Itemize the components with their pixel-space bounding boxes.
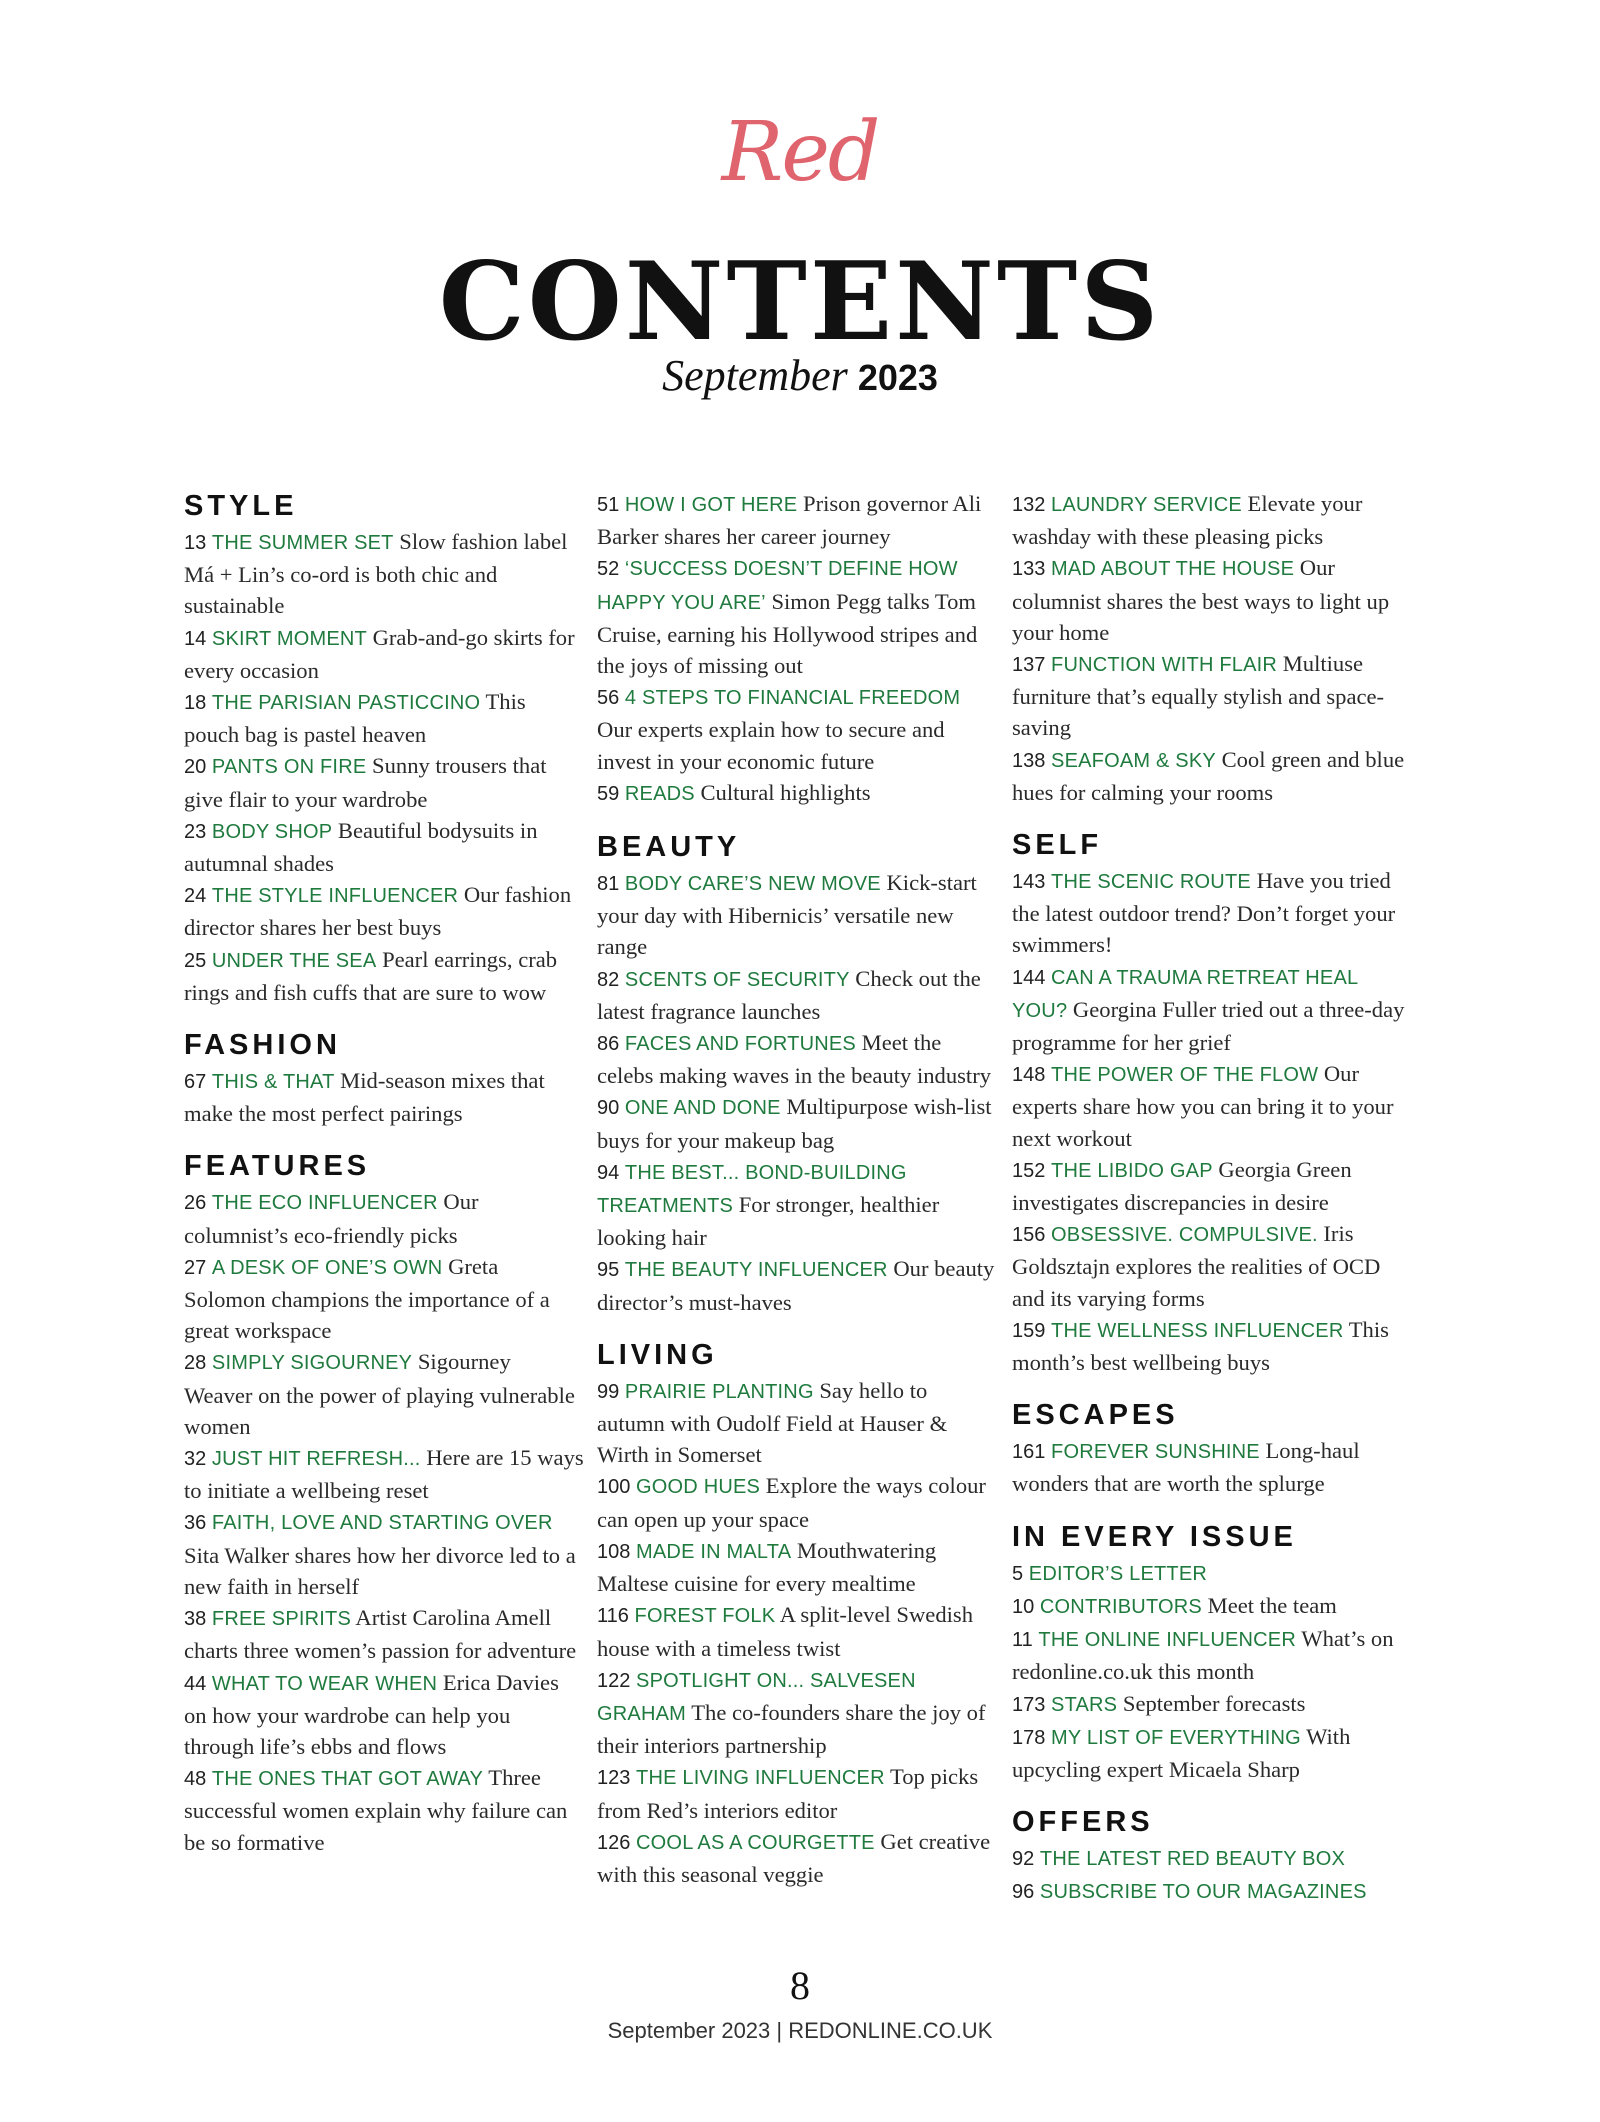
entry-description: Iris Goldsztajn explores the realities of OCD and its varying forms: [1012, 1221, 1381, 1311]
contents-entry[interactable]: [184, 686, 584, 750]
entry-page-number: 96: [1012, 1881, 1035, 1904]
entry-title: SEAFOAM & SKY: [1051, 749, 1216, 772]
section-heading: SELF: [1012, 829, 1103, 862]
entry-description: Erica Davies on how your wardrobe can help you through life’s ebbs and flows: [184, 1669, 559, 1759]
entry-page-number: 92: [1012, 1848, 1035, 1871]
contents-entry[interactable]: [597, 1599, 997, 1663]
entry-description: Our experts share how you can bring it to your next workout: [1012, 1061, 1394, 1151]
entry-title: THE BEST... BOND-BUILDING TREATMENTS: [597, 1161, 907, 1218]
contents-entry[interactable]: [1012, 1154, 1412, 1218]
entry-description: Long-haul wonders that are worth the splurge: [1012, 1438, 1360, 1497]
entry-description: Beautiful bodysuits in autumnal shades: [184, 817, 538, 877]
contents-entry[interactable]: [1012, 961, 1412, 1059]
page-title: CONTENTS: [438, 239, 1162, 365]
entry-title: ‘SUCCESS DOESN’T DEFINE HOW HAPPY YOU ARE’: [597, 558, 958, 614]
entry-description: With upcycling expert Micaela Sharp: [1012, 1723, 1351, 1782]
footer-text: September 2023 | REDONLINE.CO.UK: [607, 2018, 993, 2043]
entry-page-number: 126: [597, 1831, 631, 1854]
contents-entry[interactable]: [597, 1761, 997, 1825]
entry-description: Simon Pegg talks Tom Cruise, earning his Hollywood stripes and the joys of missing out: [597, 588, 978, 679]
section-heading: ESCAPES: [1012, 1399, 1179, 1432]
contents-entry[interactable]: [184, 526, 584, 622]
entry-title: OBSESSIVE. COMPULSIVE.: [1051, 1224, 1318, 1247]
contents-column-1: [184, 488, 584, 1877]
contents-entry[interactable]: [1012, 1314, 1412, 1378]
entry-title: UNDER THE SEA: [211, 949, 377, 972]
contents-entry[interactable]: [184, 1065, 584, 1129]
entry-title: GOOD HUES: [636, 1476, 761, 1499]
contents-entry[interactable]: [184, 944, 584, 1008]
contents-entry[interactable]: [184, 1667, 584, 1763]
entry-description: Slow fashion label Má + Lin’s co-ord is both chic and sustainable: [184, 529, 568, 619]
contents-section: [597, 829, 997, 1318]
entry-page-number: 178: [1012, 1726, 1046, 1749]
contents-entry[interactable]: [1012, 1875, 1412, 1908]
contents-section: [184, 1148, 584, 1857]
contents-entry[interactable]: [597, 1253, 997, 1317]
entry-description: Cultural highlights: [700, 779, 871, 805]
entry-page-number: 108: [597, 1540, 631, 1563]
entry-title: THE ONES THAT GOT AWAY: [211, 1768, 484, 1791]
entry-title: MADE IN MALTA: [636, 1540, 792, 1563]
contents-entry[interactable]: [1012, 488, 1412, 552]
entry-title: THE PARISIAN PASTICCINO: [211, 692, 481, 715]
contents-entry[interactable]: [184, 1442, 584, 1506]
contents-column-2: [597, 488, 997, 1909]
contents-section: [1012, 1397, 1412, 1499]
contents-entry[interactable]: [597, 867, 997, 963]
entry-title: PANTS ON FIRE: [211, 756, 367, 779]
contents-entry[interactable]: [184, 815, 584, 879]
contents-entry[interactable]: [1012, 744, 1412, 808]
contents-section: [597, 1337, 997, 1890]
entry-description: Our experts explain how to secure and invest in your economic future: [597, 717, 945, 774]
contents-entry[interactable]: [184, 1762, 584, 1858]
entry-page-number: 159: [1012, 1319, 1046, 1342]
entry-title: EDITOR’S LETTER: [1028, 1562, 1207, 1585]
entry-description: Our beauty director’s must-haves: [597, 1256, 995, 1315]
section-heading: OFFERS: [1012, 1806, 1154, 1839]
entry-title: THE LIVING INFLUENCER: [636, 1767, 885, 1790]
entry-title: THE ECO INFLUENCER: [211, 1192, 438, 1215]
entry-page-number: 24: [184, 885, 207, 908]
entry-description: Our columnist shares the best ways to light up your home: [1012, 555, 1390, 645]
contents-entry[interactable]: [184, 622, 584, 686]
entry-page-number: 38: [184, 1608, 207, 1631]
section-heading: BEAUTY: [597, 831, 741, 864]
contents-entry[interactable]: [597, 1156, 997, 1254]
issue-year: 2023: [857, 357, 938, 398]
entry-page-number: 156: [1012, 1224, 1046, 1247]
contents-section: [1012, 827, 1412, 1378]
contents-entry[interactable]: [597, 552, 997, 681]
entry-description: This pouch bag is pastel heaven: [184, 689, 526, 748]
contents-entry[interactable]: [1012, 648, 1412, 744]
entry-title: MAD ABOUT THE HOUSE: [1051, 558, 1295, 581]
contents-entry[interactable]: [1012, 1842, 1412, 1875]
entry-description: Elevate your washday with these pleasing picks: [1012, 491, 1363, 550]
entry-page-number: 10: [1012, 1595, 1035, 1618]
entry-description: Check out the latest fragrance launches: [597, 965, 981, 1024]
entry-description: September forecasts: [1122, 1690, 1306, 1716]
entry-description: Multipurpose wish-list buys for your makeup bag: [597, 1094, 992, 1153]
entry-description: Pearl earrings, crab rings and fish cuffs that are sure to wow: [184, 946, 558, 1005]
entry-description: Multiuse furniture that’s equally stylish and space-saving: [1012, 651, 1385, 741]
entry-description: Sunny trousers that give flair to your wardrobe: [184, 753, 547, 812]
entry-title: HOW I GOT HERE: [624, 494, 798, 516]
contents-entry[interactable]: [184, 1602, 584, 1666]
entry-description: What’s on redonline.co.uk this month: [1012, 1626, 1394, 1685]
entry-page-number: 20: [184, 756, 207, 779]
entry-page-number: 161: [1012, 1441, 1046, 1464]
entry-description: The co-founders share the joy of their interiors partnership: [597, 1699, 986, 1759]
entry-page-number: 81: [597, 873, 620, 896]
entry-page-number: 122: [597, 1669, 631, 1692]
entry-description: A split-level Swedish house with a timeless twist: [597, 1602, 973, 1661]
entry-page-number: 28: [184, 1352, 207, 1375]
entry-description: Have you tried the latest outdoor trend? Don’t forget your swimmers!: [1012, 868, 1396, 958]
entry-title: THE LIBIDO GAP: [1051, 1159, 1213, 1182]
entry-title: FAITH, LOVE AND STARTING OVER: [211, 1512, 553, 1535]
entry-page-number: 94: [597, 1161, 620, 1184]
entry-title: FREE SPIRITS: [211, 1608, 351, 1631]
entry-description: Georgia Green investigates discrepancies in desire: [1012, 1156, 1352, 1216]
contents-section: [1012, 1519, 1412, 1785]
entry-title: READS: [624, 782, 695, 805]
entry-description: Say hello to autumn with Oudolf Field at Hauser & Wirth in Somerset: [597, 1377, 948, 1468]
entry-title: SKIRT MOMENT: [211, 627, 367, 650]
entry-title: THE POWER OF THE FLOW: [1051, 1064, 1319, 1087]
entry-description: Get creative with this seasonal veggie: [597, 1828, 991, 1887]
entry-title: THIS & THAT: [211, 1071, 335, 1094]
entry-title: THE BEAUTY INFLUENCER: [624, 1259, 888, 1282]
entry-description: Explore the ways colour can open up your space: [597, 1473, 986, 1532]
entry-title: STARS: [1051, 1693, 1118, 1716]
contents-entry[interactable]: [1012, 552, 1412, 648]
contents-entry[interactable]: [597, 1375, 997, 1471]
entry-description: Meet the celebs making waves in the beauty industry: [597, 1030, 992, 1089]
entry-page-number: 148: [1012, 1064, 1046, 1087]
entry-description: Mouthwatering Maltese cuisine for every mealtime: [597, 1537, 937, 1597]
entry-title: THE ONLINE INFLUENCER: [1038, 1629, 1296, 1652]
contents-entry[interactable]: [184, 1186, 584, 1250]
contents-section: [1012, 1804, 1412, 1908]
contents-entry[interactable]: [184, 1346, 584, 1442]
entry-title: THE LATEST RED BEAUTY BOX: [1039, 1848, 1345, 1871]
entry-page-number: 11: [1012, 1629, 1033, 1652]
entry-description: Here are 15 ways to initiate a wellbeing reset: [184, 1445, 584, 1504]
entry-page-number: 18: [184, 692, 207, 715]
contents-entry[interactable]: [1012, 1590, 1412, 1623]
entry-page-number: 99: [597, 1380, 620, 1403]
entry-title: WHAT TO WEAR WHEN: [211, 1672, 438, 1695]
entry-title: COOL AS A COURGETTE: [636, 1831, 875, 1854]
contents-entry[interactable]: [1012, 1721, 1412, 1785]
contents-entry[interactable]: [1012, 1688, 1412, 1721]
entry-page-number: 133: [1012, 558, 1046, 581]
entry-page-number: 138: [1012, 749, 1046, 772]
entry-page-number: 27: [184, 1256, 207, 1279]
entry-description: Cool green and blue hues for calming your rooms: [1012, 746, 1405, 805]
entry-title: THE STYLE INFLUENCER: [211, 885, 459, 908]
contents-entry[interactable]: [597, 1535, 997, 1599]
entry-title: CAN A TRAUMA RETREAT HEAL YOU?: [1012, 966, 1358, 1022]
entry-page-number: 25: [184, 949, 207, 972]
contents-entry[interactable]: [184, 1506, 584, 1602]
entry-description: Prison governor Ali Barker shares her career journey: [597, 491, 982, 550]
section-heading: LIVING: [597, 1338, 718, 1371]
entry-description: Mid-season mixes that make the most perfect pairings: [184, 1068, 545, 1127]
entry-page-number: 173: [1012, 1693, 1046, 1716]
entry-description: Top picks from Red’s interiors editor: [597, 1764, 979, 1823]
contents-entry[interactable]: [184, 879, 584, 943]
contents-entry[interactable]: [184, 750, 584, 814]
section-heading: FASHION: [184, 1029, 341, 1062]
entry-description: Georgina Fuller tried out a three-day programme for her grief: [1012, 996, 1405, 1056]
entry-page-number: 67: [184, 1071, 207, 1094]
issue-date: [0, 351, 1600, 400]
entry-page-number: 5: [1012, 1562, 1024, 1585]
contents-entry[interactable]: [597, 963, 997, 1027]
contents-entry[interactable]: [184, 1251, 584, 1347]
contents-entry[interactable]: [1012, 1623, 1412, 1687]
entry-title: SIMPLY SIGOURNEY: [211, 1352, 413, 1375]
entry-title: THE SCENIC ROUTE: [1051, 871, 1251, 894]
entry-page-number: 56: [597, 687, 620, 710]
entry-page-number: 14: [184, 627, 207, 650]
issue-month: September: [662, 351, 848, 400]
entry-page-number: 44: [184, 1672, 207, 1695]
contents-entry[interactable]: [597, 1826, 997, 1890]
entry-page-number: 95: [597, 1259, 620, 1282]
contents-section: [184, 1027, 584, 1129]
section-heading: IN EVERY ISSUE: [1012, 1520, 1297, 1553]
contents-entry[interactable]: [597, 1027, 997, 1091]
contents-entry[interactable]: [597, 681, 997, 777]
entry-page-number: 100: [597, 1476, 631, 1499]
contents-section: [184, 488, 584, 1008]
entry-page-number: 36: [184, 1512, 207, 1535]
contents-entry[interactable]: [597, 1091, 997, 1155]
page-number: 8: [790, 1963, 810, 2008]
contents-entry[interactable]: [1012, 1557, 1412, 1590]
entry-title: BODY SHOP: [211, 820, 333, 843]
entry-title: LAUNDRY SERVICE: [1051, 494, 1242, 516]
entry-page-number: 51: [597, 494, 620, 516]
contents-entry[interactable]: [1012, 865, 1412, 961]
entry-description: Sigourney Weaver on the power of playing vulnerable women: [184, 1349, 575, 1439]
entry-description: Our fashion director shares her best buys: [184, 882, 572, 941]
entry-page-number: 26: [184, 1192, 207, 1215]
entry-page-number: 52: [597, 558, 620, 581]
entry-page-number: 82: [597, 968, 620, 991]
entry-page-number: 23: [184, 820, 207, 843]
red-logo: Red: [721, 105, 879, 200]
section-heading: FEATURES: [184, 1150, 371, 1183]
entry-title: ONE AND DONE: [624, 1097, 781, 1120]
entry-page-number: 59: [597, 782, 620, 805]
contents-entry[interactable]: [597, 777, 997, 810]
entry-title: CONTRIBUTORS: [1039, 1595, 1202, 1618]
entry-page-number: 132: [1012, 494, 1046, 516]
entry-title: SCENTS OF SECURITY: [624, 968, 850, 991]
entry-page-number: 137: [1012, 654, 1046, 677]
entry-title: FACES AND FORTUNES: [624, 1033, 856, 1056]
entry-page-number: 152: [1012, 1159, 1046, 1182]
entry-title: A DESK OF ONE’S OWN: [211, 1256, 443, 1279]
entry-page-number: 90: [597, 1097, 620, 1120]
entry-title: MY LIST OF EVERYTHING: [1051, 1726, 1301, 1749]
contents-entry[interactable]: [1012, 1058, 1412, 1154]
entry-description: Three successful women explain why failure can be so formative: [184, 1765, 568, 1855]
entry-description: For stronger, healthier looking hair: [597, 1192, 940, 1251]
section-heading: STYLE: [184, 490, 298, 522]
entry-description: Kick-start your day with Hibernicis’ versatile new range: [597, 870, 977, 960]
entry-page-number: 123: [597, 1767, 631, 1790]
entry-page-number: 86: [597, 1033, 620, 1056]
entry-title: THE WELLNESS INFLUENCER: [1051, 1319, 1344, 1342]
entry-title: BODY CARE’S NEW MOVE: [624, 873, 881, 896]
entry-title: THE SUMMER SET: [211, 532, 394, 554]
entry-description: Sita Walker shares how her divorce led to a new faith in herself: [184, 1542, 576, 1599]
entry-description: Greta Solomon champions the importance of a great workspace: [184, 1253, 550, 1344]
entry-page-number: 144: [1012, 966, 1046, 989]
contents-entry[interactable]: [597, 1470, 997, 1534]
entry-description: Our columnist’s eco-friendly picks: [184, 1189, 479, 1248]
entry-title: SPOTLIGHT ON... SALVESEN GRAHAM: [597, 1669, 916, 1725]
entry-title: FOREVER SUNSHINE: [1051, 1441, 1260, 1464]
contents-column-3: [1012, 488, 1412, 1928]
entry-page-number: 48: [184, 1768, 207, 1791]
entry-description: Artist Carolina Amell charts three women’s passion for adventure: [184, 1605, 577, 1664]
entry-page-number: 143: [1012, 871, 1046, 894]
entry-title: 4 STEPS TO FINANCIAL FREEDOM: [624, 687, 961, 710]
entry-page-number: 32: [184, 1448, 207, 1471]
entry-page-number: 116: [597, 1605, 629, 1628]
entry-title: JUST HIT REFRESH...: [211, 1448, 421, 1471]
contents-entry[interactable]: [1012, 1218, 1412, 1314]
entry-title: FOREST FOLK: [634, 1605, 776, 1628]
contents-entry[interactable]: [597, 1664, 997, 1762]
entry-title: FUNCTION WITH FLAIR: [1051, 654, 1278, 677]
contents-section: [1012, 488, 1412, 808]
entry-title: SUBSCRIBE TO OUR MAGAZINES: [1039, 1881, 1367, 1904]
entry-description: Grab-and-go skirts for every occasion: [184, 624, 575, 683]
contents-entry[interactable]: [597, 488, 997, 552]
contents-entry[interactable]: [1012, 1435, 1412, 1499]
entry-description: This month’s best wellbeing buys: [1012, 1316, 1389, 1376]
entry-description: Meet the team: [1207, 1592, 1337, 1618]
entry-title: PRAIRIE PLANTING: [624, 1380, 814, 1403]
entry-page-number: 13: [184, 532, 207, 554]
contents-section: [597, 488, 997, 810]
